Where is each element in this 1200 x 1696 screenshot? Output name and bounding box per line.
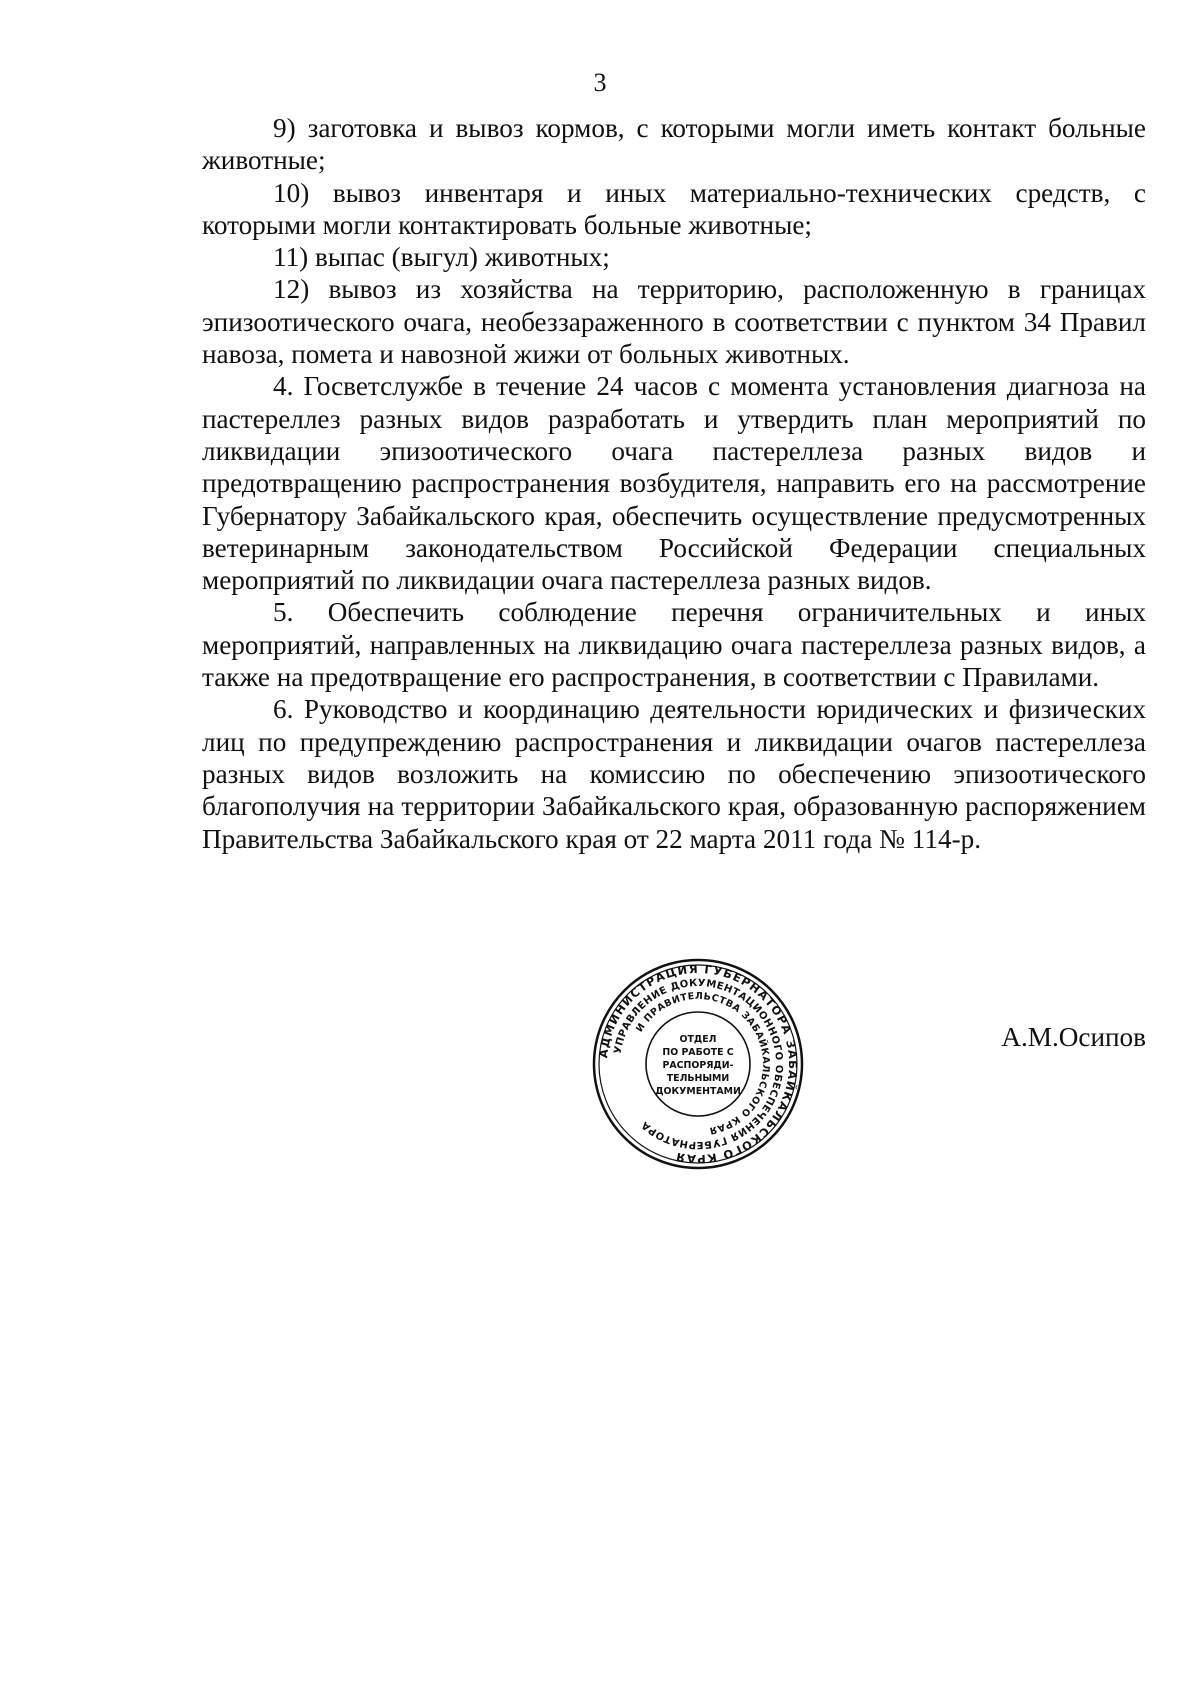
seal-center-line: ОТДЕЛ xyxy=(679,1034,717,1045)
seal-center-line: ТЕЛЬНЫМИ xyxy=(666,1073,730,1084)
paragraph-item-12: 12) вывоз из хозяйства на территорию, расположенную в границах эпизоотического очага, необеззараженного в соответствии с пунктом 34 Правил навоза, помета и навозной жижи от больных животных. xyxy=(202,274,1146,370)
signatory-name: А.М.Осипов xyxy=(1001,1022,1146,1052)
paragraph-item-11: 11) выпас (выгул) животных; xyxy=(273,242,610,273)
seal-inner-text: И ПРАВИТЕЛЬСТВА ЗАБАЙКАЛЬСКОГО КРАЯ xyxy=(634,990,772,1137)
document-body xyxy=(202,112,1146,855)
seal-middle-text: УПРАВЛЕНИЕ ДОКУМЕНТАЦИОННОГО ОБЕСПЕЧЕНИЯ ГУБЕРНАТОРА xyxy=(612,977,785,1151)
paragraph-point-5: 5. Обеспечить соблюдение перечня ограничительных и иных мероприятий, направленных на ликвидацию очага пастереллеза разных видов, а также на предотвращение его распространения, в соответствии с Правилами. xyxy=(202,597,1146,693)
official-seal xyxy=(592,958,804,1170)
page-number: 3 xyxy=(593,68,607,97)
paragraph-point-4: 4. Госветслужбе в течение 24 часов с момента установления диагноза на пастереллез разных видов разработать и утвердить план мероприятий по ликвидации эпизоотического очага пастереллеза разных видов и предотвращению распространения возбудителя, направить его на рассмотрение Губернатору Забайкальского края, обеспечить осуществление предусмотренных ветеринарным законодательством Российской Федерации специальных мероприятий по ликвидации очага пастереллеза разных видов. xyxy=(202,371,1146,596)
paragraph-item-10: 10) вывоз инвентаря и иных материально-технических средств, с которыми могли контактировать больные животные; xyxy=(202,177,1146,240)
seal-center-line: ПО РАБОТЕ С xyxy=(662,1047,734,1058)
paragraph-item-9: 9) заготовка и вывоз кормов, с которыми могли иметь контакт больные животные; xyxy=(202,113,1146,176)
paragraph-point-6: 6. Руководство и координацию деятельности юридических и физических лиц по предупреждению распространения и ликвидации очагов пастереллеза разных видов возложить на комиссию по обеспечению эпизоотического благополучия на территории Забайкальского края, образованную распоряжением Правительства Забайкальского края от 22 марта 2011 года № 114-р. xyxy=(202,694,1146,854)
seal-center-line: ДОКУМЕНТАМИ xyxy=(655,1086,741,1097)
seal-outer-text: АДМИНИСТРАЦИЯ ГУБЕРНАТОРА ЗАБАЙКАЛЬСКОГО КРАЯ xyxy=(596,961,801,1167)
seal-center-line: РАСПОРЯДИ- xyxy=(662,1060,734,1071)
